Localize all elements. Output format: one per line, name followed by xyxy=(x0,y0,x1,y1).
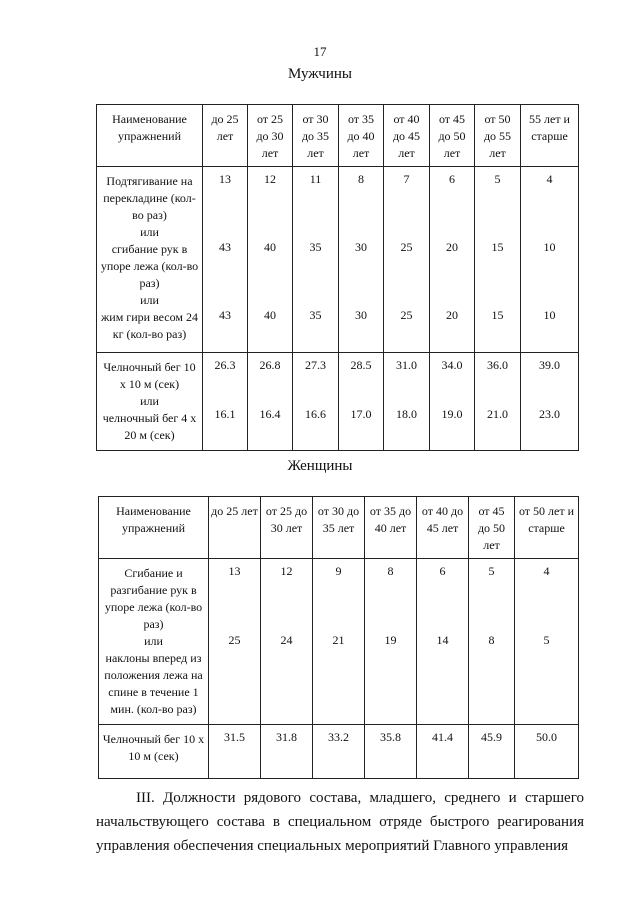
header-cell: Наименование упражнений xyxy=(97,105,203,167)
value-cell xyxy=(248,167,293,353)
value: 16.1 xyxy=(214,407,236,421)
value: 9 xyxy=(335,564,342,578)
value-cell xyxy=(475,167,521,353)
header-cell: от 30 до 35 лет xyxy=(313,497,365,559)
value-cell xyxy=(521,167,579,353)
exercise-name: жим гири весом 24 кг (кол-во раз) xyxy=(101,310,198,341)
value: 31.5 xyxy=(224,730,245,744)
value: 39.0 xyxy=(539,358,560,372)
value: 26.8 xyxy=(259,358,281,372)
value: 40 xyxy=(264,240,276,254)
value-cell xyxy=(261,725,313,779)
value: 27.3 xyxy=(305,358,326,372)
header-cell: от 50 до 55 лет xyxy=(475,105,521,167)
exercise-name: челночный бег 4 х 20 м (сек) xyxy=(102,411,197,442)
value: 7 xyxy=(403,172,410,186)
value-cell xyxy=(261,559,313,725)
value: 31.8 xyxy=(276,730,297,744)
value: 13 xyxy=(219,172,231,186)
value: 20 xyxy=(446,240,458,254)
header-cell: Наименование упражнений xyxy=(99,497,209,559)
value: 19 xyxy=(384,633,397,647)
value-cell xyxy=(203,353,248,451)
value-cell xyxy=(313,559,365,725)
men-standards-table xyxy=(96,104,579,451)
women-section-title: Женщины xyxy=(287,458,353,474)
value: 15 xyxy=(491,240,504,254)
value: 20 xyxy=(446,308,458,322)
value-cell xyxy=(469,725,515,779)
value: 33.2 xyxy=(328,730,349,744)
value: 4 xyxy=(546,172,553,186)
value-cell xyxy=(430,353,475,451)
exercise-cell xyxy=(99,725,209,779)
header-cell: от 30 до 35 лет xyxy=(293,105,339,167)
exercise-name: Челночный бег 10 х 10 м (сек) xyxy=(102,732,205,763)
or-label: или xyxy=(140,394,159,408)
value: 4 xyxy=(543,564,550,578)
value-cell xyxy=(339,167,384,353)
value-cell xyxy=(339,353,384,451)
value: 25 xyxy=(228,633,241,647)
value-cell xyxy=(417,725,469,779)
value: 8 xyxy=(387,564,394,578)
value: 25 xyxy=(400,308,413,322)
exercise-name: наклоны вперед из положения лежа на спине в течение 1 мин. (кол-во раз) xyxy=(104,651,203,716)
value: 24 xyxy=(280,633,293,647)
value: 25 xyxy=(400,240,413,254)
exercise-cell xyxy=(99,559,209,725)
value: 31.0 xyxy=(396,358,417,372)
value-cell xyxy=(469,559,515,725)
value: 40 xyxy=(264,308,276,322)
value: 6 xyxy=(449,172,455,186)
value: 35 xyxy=(309,240,322,254)
value-cell xyxy=(384,353,430,451)
or-label: или xyxy=(140,293,159,307)
value: 23.0 xyxy=(539,407,560,421)
value: 5 xyxy=(494,172,501,186)
men-section-title: Мужчины xyxy=(288,66,352,82)
value-cell xyxy=(248,353,293,451)
value: 5 xyxy=(488,564,495,578)
men-strength-row xyxy=(97,167,579,353)
value: 41.4 xyxy=(432,730,453,744)
value: 6 xyxy=(439,564,446,578)
value-cell xyxy=(209,559,261,725)
header-cell: от 40 до 45 лет xyxy=(384,105,430,167)
value: 21.0 xyxy=(487,407,508,421)
value: 5 xyxy=(543,633,550,647)
value: 8 xyxy=(488,633,495,647)
header-cell: до 25 лет xyxy=(209,497,261,559)
value: 34.0 xyxy=(441,358,463,372)
men-shuttle-row xyxy=(97,353,579,451)
section-paragraph xyxy=(96,786,584,858)
header-cell: до 25 лет xyxy=(203,105,248,167)
header-cell: от 40 до 45 лет xyxy=(417,497,469,559)
value-cell xyxy=(313,725,365,779)
exercise-cell xyxy=(97,167,203,353)
value: 10 xyxy=(543,308,556,322)
value-cell xyxy=(293,167,339,353)
value: 17.0 xyxy=(350,407,372,421)
value: 30 xyxy=(355,240,367,254)
value: 16.4 xyxy=(259,407,281,421)
exercise-name: Подтягивание на перекладине (кол-во раз) xyxy=(103,174,196,222)
value: 45.9 xyxy=(481,730,502,744)
exercise-name: сгибание рук в упоре лежа (кол-во раз) xyxy=(100,242,199,290)
value-cell xyxy=(475,353,521,451)
value: 50.0 xyxy=(536,730,557,744)
value-cell xyxy=(209,725,261,779)
value-cell xyxy=(365,559,417,725)
value: 36.0 xyxy=(487,358,508,372)
value: 35.8 xyxy=(380,730,401,744)
value: 30 xyxy=(355,308,367,322)
header-cell: от 25 до 30 лет xyxy=(248,105,293,167)
value-cell xyxy=(384,167,430,353)
value: 13 xyxy=(228,564,241,578)
paragraph-text: III. Должности рядового состава, младшего, среднего и старшего начальствующего состава в специальном отряде быстрого реагирования управления обеспечения специальных мероприятий Главного управления xyxy=(96,790,584,854)
or-label: или xyxy=(140,225,159,239)
header-cell: от 45 до 50 лет xyxy=(469,497,515,559)
value-cell xyxy=(521,353,579,451)
women-shuttle-row xyxy=(99,725,579,779)
header-cell: от 25 до 30 лет xyxy=(261,497,313,559)
value-cell xyxy=(430,167,475,353)
value-cell xyxy=(365,725,417,779)
value-cell xyxy=(417,559,469,725)
header-cell: от 35 до 40 лет xyxy=(365,497,417,559)
or-label: или xyxy=(144,634,163,648)
value: 12 xyxy=(280,564,293,578)
value: 11 xyxy=(309,172,322,186)
exercise-name: Сгибание и разгибание рук в упоре лежа (кол-во раз) xyxy=(104,566,203,631)
value-cell xyxy=(515,559,579,725)
value: 43 xyxy=(219,240,231,254)
value: 35 xyxy=(309,308,322,322)
header-cell: 55 лет и старше xyxy=(521,105,579,167)
value-cell xyxy=(203,167,248,353)
value: 19.0 xyxy=(441,407,463,421)
women-header-row xyxy=(99,497,579,559)
page-number: 17 xyxy=(313,44,327,59)
value: 8 xyxy=(358,172,364,186)
value: 16.6 xyxy=(305,407,326,421)
value: 12 xyxy=(264,172,276,186)
value: 15 xyxy=(491,308,504,322)
value: 26.3 xyxy=(214,358,236,372)
header-cell: от 50 лет и старше xyxy=(515,497,579,559)
exercise-cell xyxy=(97,353,203,451)
value: 28.5 xyxy=(350,358,372,372)
header-cell: от 45 до 50 лет xyxy=(430,105,475,167)
value-cell xyxy=(293,353,339,451)
exercise-name: Челночный бег 10 х 10 м (сек) xyxy=(103,360,196,391)
value: 43 xyxy=(219,308,231,322)
header-cell: от 35 до 40 лет xyxy=(339,105,384,167)
value: 14 xyxy=(436,633,449,647)
men-header-row xyxy=(97,105,579,167)
value: 21 xyxy=(332,633,345,647)
value: 18.0 xyxy=(396,407,417,421)
women-standards-table xyxy=(98,496,579,779)
value: 10 xyxy=(543,240,556,254)
value-cell xyxy=(515,725,579,779)
women-strength-row xyxy=(99,559,579,725)
